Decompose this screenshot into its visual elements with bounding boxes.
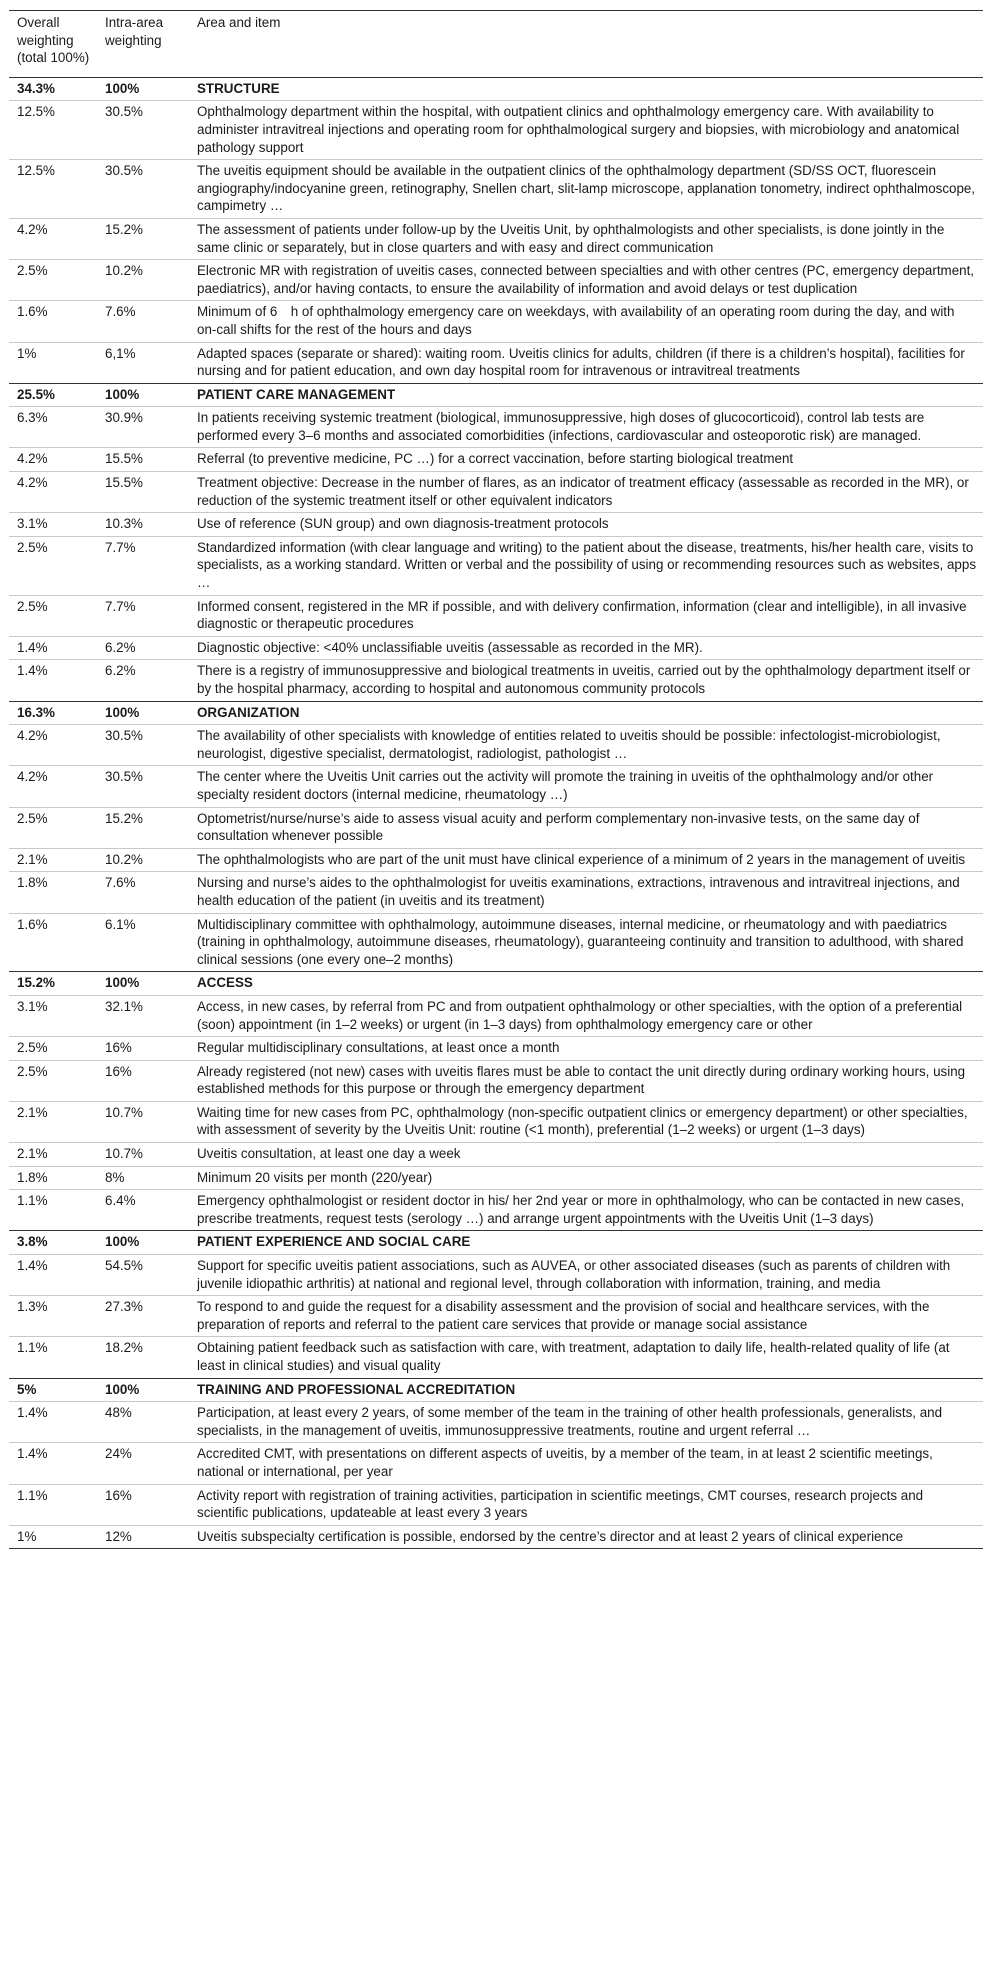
item-text-cell: Minimum 20 visits per month (220/year) — [189, 1166, 983, 1190]
area-heading-row — [9, 1378, 983, 1402]
table-row — [9, 472, 983, 513]
area-title-cell: PATIENT EXPERIENCE AND SOCIAL CARE — [189, 1231, 983, 1255]
overall-weighting-cell: 1.8% — [9, 872, 97, 913]
overall-weighting-cell: 4.2% — [9, 725, 97, 766]
overall-weighting-cell: 1% — [9, 342, 97, 383]
item-text-cell: There is a registry of immunosuppressive and biological treatments in uveitis, carried out by the ophthalmology department itself or by the hospital pharmacy, according to hospital and autonomous community protocols — [189, 660, 983, 701]
table-body — [9, 77, 983, 1549]
item-text-cell: Accredited CMT, with presentations on different aspects of uveitis, by a member of the team, in at least 2 scientific meetings, national or international, per year — [189, 1443, 983, 1484]
intra-area-weighting-cell: 27.3% — [97, 1296, 189, 1337]
overall-weighting-cell: 4.2% — [9, 448, 97, 472]
intra-area-weighting-cell: 15.5% — [97, 448, 189, 472]
item-text-cell: Adapted spaces (separate or shared): waiting room. Uveitis clinics for adults, children (if there is a children’s hospital), facilities for nursing and for patient education, and own day hospital room for intravenous or intravitreal treatments — [189, 342, 983, 383]
overall-weighting-cell: 12.5% — [9, 101, 97, 160]
intra-area-weighting-cell: 15.2% — [97, 807, 189, 848]
weighting-table-container — [9, 10, 983, 1549]
intra-area-weighting-cell: 6.1% — [97, 913, 189, 972]
intra-area-weighting-cell: 6.2% — [97, 636, 189, 660]
header-row — [9, 11, 983, 78]
intra-area-weighting-cell: 10.2% — [97, 848, 189, 872]
table-row — [9, 1402, 983, 1443]
table-row — [9, 160, 983, 219]
table-row — [9, 725, 983, 766]
item-text-cell: Access, in new cases, by referral from PC and from outpatient ophthalmology or other specialties, with the option of a preferential (soon) appointment (in 1–2 weeks) or urgent (in 1–3 days) from ophthalmology emergency care or other — [189, 995, 983, 1036]
overall-weighting-cell: 5% — [9, 1378, 97, 1402]
area-heading-row — [9, 383, 983, 407]
overall-weighting-cell: 1.1% — [9, 1484, 97, 1525]
table-row — [9, 660, 983, 701]
intra-area-weighting-cell: 48% — [97, 1402, 189, 1443]
table-row — [9, 101, 983, 160]
area-heading-row — [9, 701, 983, 725]
overall-weighting-cell: 2.5% — [9, 1037, 97, 1061]
item-text-cell: Uveitis consultation, at least one day a week — [189, 1143, 983, 1167]
overall-weighting-cell: 34.3% — [9, 77, 97, 101]
item-text-cell: Diagnostic objective: <40% unclassifiable uveitis (assessable as recorded in the MR). — [189, 636, 983, 660]
intra-area-weighting-cell: 100% — [97, 77, 189, 101]
intra-area-weighting-cell: 30.5% — [97, 160, 189, 219]
area-title-cell: STRUCTURE — [189, 77, 983, 101]
area-heading-row — [9, 972, 983, 996]
table-row — [9, 848, 983, 872]
intra-area-weighting-cell: 18.2% — [97, 1337, 189, 1378]
intra-area-weighting-cell: 7.7% — [97, 595, 189, 636]
overall-weighting-cell: 2.1% — [9, 1101, 97, 1142]
table-row — [9, 1443, 983, 1484]
item-text-cell: Support for specific uveitis patient associations, such as AUVEA, or other associated diseases (such as parents of children with juvenile idiopathic arthritis) at national and regional level, through collaboration with information, training, and media — [189, 1255, 983, 1296]
table-row — [9, 536, 983, 595]
overall-weighting-cell: 2.5% — [9, 595, 97, 636]
item-text-cell: Obtaining patient feedback such as satisfaction with care, with treatment, adaptation to daily life, health-related quality of life (at least in clinical studies) and visual quality — [189, 1337, 983, 1378]
weighting-table — [9, 10, 983, 1549]
overall-weighting-cell: 1.6% — [9, 301, 97, 342]
intra-area-weighting-cell: 6,1% — [97, 342, 189, 383]
intra-area-weighting-cell: 15.2% — [97, 218, 189, 259]
item-text-cell: Standardized information (with clear language and writing) to the patient about the disease, treatments, his/her health care, visits to specialists, as a working standard. Written or verbal and the possibility of using or recommending resources such as websites, apps … — [189, 536, 983, 595]
item-text-cell: To respond to and guide the request for a disability assessment and the provision of social and healthcare services, with the preparation of reports and referral to the patient care services that provide or manage social assistance — [189, 1296, 983, 1337]
header-intra-area-weighting: Intra-area weighting — [97, 11, 189, 78]
overall-weighting-cell: 4.2% — [9, 766, 97, 807]
area-title-cell: ACCESS — [189, 972, 983, 996]
overall-weighting-cell: 2.5% — [9, 536, 97, 595]
table-row — [9, 448, 983, 472]
table-row — [9, 301, 983, 342]
header-overall-weighting: Overall weighting (total 100%) — [9, 11, 97, 78]
overall-weighting-cell: 15.2% — [9, 972, 97, 996]
area-title-cell: TRAINING AND PROFESSIONAL ACCREDITATION — [189, 1378, 983, 1402]
overall-weighting-cell: 1.4% — [9, 1402, 97, 1443]
intra-area-weighting-cell: 16% — [97, 1484, 189, 1525]
overall-weighting-cell: 2.1% — [9, 848, 97, 872]
overall-weighting-cell: 6.3% — [9, 407, 97, 448]
item-text-cell: Informed consent, registered in the MR if possible, and with delivery confirmation, information (clear and intelligible), in all invasive diagnostic or therapeutic procedures — [189, 595, 983, 636]
item-text-cell: Optometrist/nurse/nurse’s aide to assess visual acuity and perform complementary non-invasive tests, on the same day of consultation whenever possible — [189, 807, 983, 848]
item-text-cell: Participation, at least every 2 years, of some member of the team in the training of other health professionals, generalists, and specialists, in the management of uveitis, immunosuppressive treatments, routine and urgent referral … — [189, 1402, 983, 1443]
overall-weighting-cell: 4.2% — [9, 218, 97, 259]
overall-weighting-cell: 1.4% — [9, 1443, 97, 1484]
overall-weighting-cell: 1.3% — [9, 1296, 97, 1337]
table-row — [9, 1296, 983, 1337]
intra-area-weighting-cell: 7.6% — [97, 872, 189, 913]
intra-area-weighting-cell: 30.9% — [97, 407, 189, 448]
table-row — [9, 513, 983, 537]
overall-weighting-cell: 16.3% — [9, 701, 97, 725]
item-text-cell: Referral (to preventive medicine, PC …) for a correct vaccination, before starting biological treatment — [189, 448, 983, 472]
table-row — [9, 407, 983, 448]
overall-weighting-cell: 2.1% — [9, 1143, 97, 1167]
intra-area-weighting-cell: 100% — [97, 1378, 189, 1402]
table-row — [9, 636, 983, 660]
table-row — [9, 872, 983, 913]
item-text-cell: In patients receiving systemic treatment (biological, immunosuppressive, high doses of glucocorticoid), control lab tests are performed every 3–6 months and associated comorbidities (infections, cardiovascular and osteoporotic risk) are managed. — [189, 407, 983, 448]
overall-weighting-cell: 1.6% — [9, 913, 97, 972]
item-text-cell: Regular multidisciplinary consultations, at least once a month — [189, 1037, 983, 1061]
overall-weighting-cell: 2.5% — [9, 260, 97, 301]
table-row — [9, 1255, 983, 1296]
item-text-cell: Use of reference (SUN group) and own diagnosis-treatment protocols — [189, 513, 983, 537]
item-text-cell: Treatment objective: Decrease in the number of flares, as an indicator of treatment efficacy (assessable as recorded in the MR), or reduction of the systemic treatment itself or other equivalent indicators — [189, 472, 983, 513]
intra-area-weighting-cell: 16% — [97, 1037, 189, 1061]
intra-area-weighting-cell: 10.3% — [97, 513, 189, 537]
table-row — [9, 1337, 983, 1378]
item-text-cell: Uveitis subspecialty certification is possible, endorsed by the centre’s director and at least 2 years of clinical experience — [189, 1525, 983, 1549]
overall-weighting-cell: 4.2% — [9, 472, 97, 513]
table-row — [9, 342, 983, 383]
overall-weighting-cell: 12.5% — [9, 160, 97, 219]
table-row — [9, 1484, 983, 1525]
intra-area-weighting-cell: 10.7% — [97, 1101, 189, 1142]
item-text-cell: The availability of other specialists with knowledge of entities related to uveitis should be possible: infectologist-microbiologist, neurologist, digestive specialist, dermatologist, radiologist, pathologist … — [189, 725, 983, 766]
area-title-cell: ORGANIZATION — [189, 701, 983, 725]
overall-weighting-cell: 1.4% — [9, 636, 97, 660]
area-heading-row — [9, 1231, 983, 1255]
intra-area-weighting-cell: 7.7% — [97, 536, 189, 595]
intra-area-weighting-cell: 16% — [97, 1060, 189, 1101]
item-text-cell: The uveitis equipment should be available in the outpatient clinics of the ophthalmology department (SD/SS OCT, fluorescein angiography/indocyanine green, retinography, Snellen chart, slit-lamp microscope, applanation tonometry, indirect ophthalmoscope, campimetry … — [189, 160, 983, 219]
table-row — [9, 1166, 983, 1190]
table-header — [9, 11, 983, 78]
intra-area-weighting-cell: 10.2% — [97, 260, 189, 301]
item-text-cell: Waiting time for new cases from PC, ophthalmology (non-specific outpatient clinics or emergency department) or other specialties, with assessment of severity by the Uveitis Unit: routine (<1 month), preferential (1–2 weeks) or urgent (1–3 days) — [189, 1101, 983, 1142]
overall-weighting-cell: 2.5% — [9, 1060, 97, 1101]
intra-area-weighting-cell: 15.5% — [97, 472, 189, 513]
item-text-cell: Electronic MR with registration of uveitis cases, connected between specialties and with other centres (PC, emergency department, paediatrics), and/or having contacts, to ensure the availability of information and avoid delays or test duplication — [189, 260, 983, 301]
intra-area-weighting-cell: 100% — [97, 701, 189, 725]
table-row — [9, 1190, 983, 1231]
table-row — [9, 595, 983, 636]
overall-weighting-cell: 1% — [9, 1525, 97, 1549]
overall-weighting-cell: 1.8% — [9, 1166, 97, 1190]
overall-weighting-cell: 1.1% — [9, 1190, 97, 1231]
overall-weighting-cell: 1.1% — [9, 1337, 97, 1378]
item-text-cell: Emergency ophthalmologist or resident doctor in his/ her 2nd year or more in ophthalmology, who can be contacted in new cases, prescribe treatments, request tests (serology …) and arrange urgent appointments with the Uveitis Unit (1–3 days) — [189, 1190, 983, 1231]
table-row — [9, 1037, 983, 1061]
intra-area-weighting-cell: 8% — [97, 1166, 189, 1190]
area-title-cell: PATIENT CARE MANAGEMENT — [189, 383, 983, 407]
table-row — [9, 1143, 983, 1167]
overall-weighting-cell: 3.1% — [9, 513, 97, 537]
item-text-cell: Minimum of 6 h of ophthalmology emergency care on weekdays, with availability of an operating room during the day, and with on-call shifts for the rest of the hours and days — [189, 301, 983, 342]
overall-weighting-cell: 3.1% — [9, 995, 97, 1036]
overall-weighting-cell: 2.5% — [9, 807, 97, 848]
intra-area-weighting-cell: 100% — [97, 972, 189, 996]
intra-area-weighting-cell: 24% — [97, 1443, 189, 1484]
intra-area-weighting-cell: 30.5% — [97, 101, 189, 160]
table-row — [9, 1060, 983, 1101]
intra-area-weighting-cell: 6.2% — [97, 660, 189, 701]
intra-area-weighting-cell: 30.5% — [97, 766, 189, 807]
table-row — [9, 807, 983, 848]
item-text-cell: Multidisciplinary committee with ophthalmology, autoimmune diseases, internal medicine, or rheumatology and with paediatrics (training in ophthalmology, autoimmune diseases, rheumatology), guaranteeing continuity and transition to adulthood, with shared clinical sessions (one every one–2 months) — [189, 913, 983, 972]
intra-area-weighting-cell: 100% — [97, 383, 189, 407]
table-row — [9, 766, 983, 807]
item-text-cell: Activity report with registration of training activities, participation in scientific meetings, CMT courses, research projects and scientific publications, updateable at least every 3 years — [189, 1484, 983, 1525]
item-text-cell: Nursing and nurse’s aides to the ophthalmologist for uveitis examinations, extractions, intravenous and intravitreal injections, and health education of the patient (in uveitis and its treatment) — [189, 872, 983, 913]
overall-weighting-cell: 1.4% — [9, 1255, 97, 1296]
intra-area-weighting-cell: 10.7% — [97, 1143, 189, 1167]
overall-weighting-cell: 3.8% — [9, 1231, 97, 1255]
item-text-cell: The center where the Uveitis Unit carries out the activity will promote the training in uveitis of the ophthalmology and/or other specialty resident doctors (internal medicine, rheumatology …) — [189, 766, 983, 807]
header-area-and-item: Area and item — [189, 11, 983, 78]
intra-area-weighting-cell: 12% — [97, 1525, 189, 1549]
intra-area-weighting-cell: 6.4% — [97, 1190, 189, 1231]
item-text-cell: Ophthalmology department within the hospital, with outpatient clinics and ophthalmology emergency care. With availability to administer intravitreal injections and operating room for ophthalmological surgery and biopsies, with microbiology and anatomical pathology support — [189, 101, 983, 160]
table-row — [9, 218, 983, 259]
item-text-cell: Already registered (not new) cases with uveitis flares must be able to contact the unit directly during ordinary working hours, using established methods for this purpose or through the emergency department — [189, 1060, 983, 1101]
table-row — [9, 1525, 983, 1549]
table-row — [9, 913, 983, 972]
intra-area-weighting-cell: 100% — [97, 1231, 189, 1255]
intra-area-weighting-cell: 7.6% — [97, 301, 189, 342]
intra-area-weighting-cell: 30.5% — [97, 725, 189, 766]
overall-weighting-cell: 25.5% — [9, 383, 97, 407]
intra-area-weighting-cell: 54.5% — [97, 1255, 189, 1296]
table-row — [9, 995, 983, 1036]
intra-area-weighting-cell: 32.1% — [97, 995, 189, 1036]
table-row — [9, 1101, 983, 1142]
area-heading-row — [9, 77, 983, 101]
table-row — [9, 260, 983, 301]
item-text-cell: The assessment of patients under follow-up by the Uveitis Unit, by ophthalmologists and other specialists, is done jointly in the same clinic or separately, but in close quarters and with easy and direct communication — [189, 218, 983, 259]
item-text-cell: The ophthalmologists who are part of the unit must have clinical experience of a minimum of 2 years in the management of uveitis — [189, 848, 983, 872]
overall-weighting-cell: 1.4% — [9, 660, 97, 701]
